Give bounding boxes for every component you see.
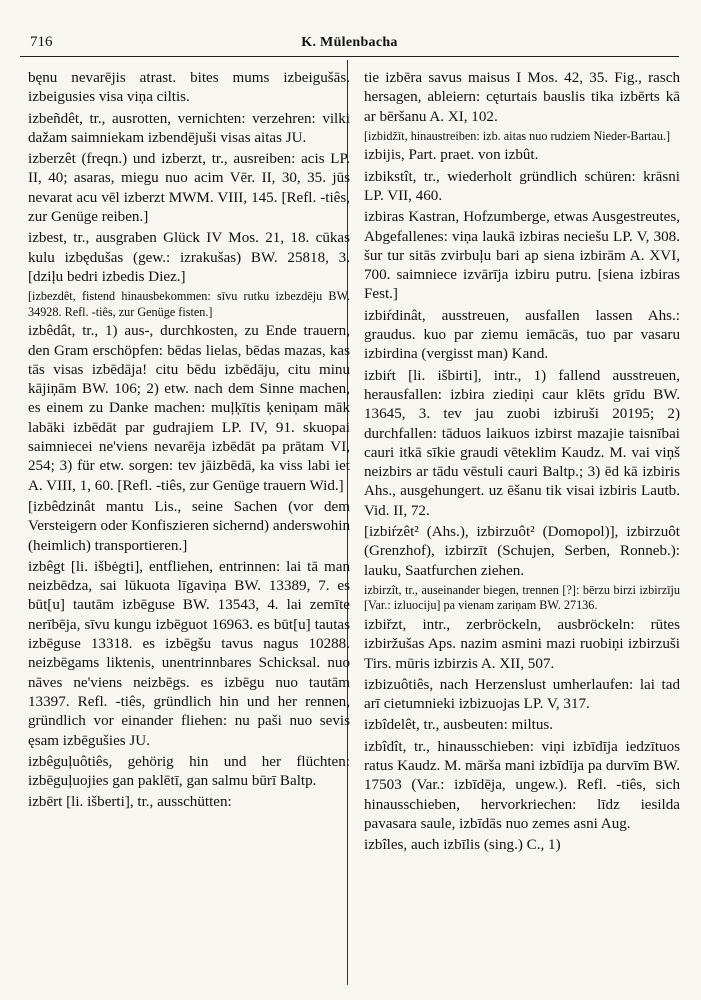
dictionary-entry: izbeñdêt, tr., ausrotten, vernichten: verzehren: vilki dažam saimniekam izbendējuši visas aitas JU. [28, 110, 350, 146]
dictionary-entry: izbiŕt [li. išbirti], intr., 1) fallend ausstreuen, herausfallen: izbira ziediņi caur klēts grīdu BW. 13645, 3. tev jau zuobi izbiruši 20195; 2) durchfallen: tāduos laikuos izbirst mazajie taisnībai cauri itkā sīkie graudi vēteklim Kaudz. M. vai viņš neizbirs ar tādu vēstuli cauri Baltp.; 3) ēd kā izbiris Ahs., ausgehungert. uz ēšanu tik visai izbiris Lautb. Vid. II, 72. [364, 367, 680, 519]
dictionary-entry: [izbiŕzêt² (Ahs.), izbirzuôt² (Domopol)], izbirzuôt (Grenzhof), izbirzīt (Schujen, Serben, Ronneb.): lauku, Saatfurchen ziehen. [364, 524, 680, 579]
dictionary-entry: izbîles, auch izbīlis (sing.) C., 1) [364, 837, 561, 854]
dictionary-entry: [izbêdzinât mantu Lis., seine Sachen (vor dem Versteigern oder Konfiszieren sichernd) anderswohin (heimlich) transportieren.] [28, 498, 350, 554]
dictionary-entry: tie izbēra savus maisus I Mos. 42, 35. Fig., rasch hersagen, ableiern: cęturtais bauslis tika izbērts kā ar bēršanu A. XI, 102. [364, 70, 680, 125]
dictionary-entry: izbêguļuôtiês, gehörig hin und her flüchten: izbēguļuojies gan paklētī, gan salmu būrī Baltp. [28, 753, 350, 790]
dictionary-entry: izbizuôtiês, nach Herzenslust umherlaufen: lai tad arī cietumnieki izbizuojas LP. V, 317. [364, 676, 680, 713]
page-number: 716 [30, 34, 53, 50]
dictionary-entry: izbiras Kastran, Hofzumberge, etwas Ausgestreutes, Abgefallenes: viņa laukā izbiras neciešu LP. V, 308. šur tur sitās zvirbuļu bari ap siena izbirām A. XVI, 700. saimniece izvārīja izbiru putru. [siena izbiras Fest.] [364, 209, 680, 303]
left-column [28, 69, 350, 815]
running-head: K. Mülenbacha [301, 35, 398, 50]
dictionary-entry: izbiřzt, intr., zerbröckeln, ausbröckeln: rūtes izbiržušas Aps. nazim asmini mazi ruobiņi izbirzuši Tirs. mūris izbirzis A. XII, 507. [364, 616, 680, 672]
dictionary-entry: izbikstît, tr., wiederholt gründlich schüren: krāsni LP. VII, 460. [364, 168, 680, 204]
dictionary-entry: izbirzît, tr., auseinander biegen, trennen [?]: bērzu birzi izbirzīju [Var.: izluociju] pa vienam zariņam BW. 27136. [364, 582, 680, 613]
dictionary-entry: izbîdelêt, tr., ausbeuten: miltus. [364, 717, 554, 734]
dictionary-entry: izbîdît, tr., hinausschieben: viņi izbīdīja iedzītuos ratus Kaudz. M. mārša mani izbīdīja pa durvīm BW. 17503 (Var.: izbīdēja, ungew.). Refl. -tiês, sich hinausschieben, hervorkriechen: līdz iesilda pavasara saule, izbīdās nuo zemes asni Aug. [364, 738, 680, 832]
dictionary-entry: izbêdât, tr., 1) aus-, durchkosten, zu Ende trauern, den Gram erschöpfen: bēdas lielas, bēdas mazas, kas tās visas izbēdāja! citu bēdu izbēdāju, citu minu kājiņām BW. 106; 2) etw. nach dem Sinne machen, es einem zu Danke machen: muļķītis ķeniņam māk labāki izbēdāt par gudrajiem LP. IV, 91. skuopai saimniecei ne'viens nevarēja izbēdāt pa prātam VI, 254; 3) für etw. sorgen: tev jāizbēdā, ka viss labi iet A. VIII, 1, 60. [Refl. -tiês, zur Genüge trauern Wid.] [28, 323, 350, 494]
dictionary-entry: izbiŕdinât, ausstreuen, ausfallen lassen Ahs.: graudus. kuo par ziemu iemācās, tuo par vasaru izbirdina (vergisst man) Kand. [364, 307, 680, 363]
dictionary-entry: izbest, tr., ausgraben Glück IV Mos. 21, 18. cūkas kulu izbędušas (gew.: izrakušas) BW. 25818, 3. [dziļu bedri izbedis Diez.] [28, 230, 350, 285]
right-column [364, 69, 680, 857]
dictionary-entry: izbērt [li. išberti], tr., ausschütten: [28, 794, 232, 811]
dictionary-entry: [izbidžīt, hinaustreiben: izb. aitas nuo rudziem Nieder-Bartau.] [364, 128, 671, 143]
dictionary-entry: izbêgt [li. išbėgti], entfliehen, entrinnen: lai tā man neizbēdza, sai lūkuota līgaviņa BW. 13389, 7. es būt[u] tautām izbēguse BW. 13543, 4. lai zemīte nerībēja, sīvu kungu izbēguot 16963. es būt[u] tautas izbēguse 13318. es izbēgšu tavus nagus 10288. neizbēgams liktenis, unentrinnbares Schicksal. nuo nāves ne'viens neizbēgs. es izbēgu nuo tautām 13397. Refl. -tiês, gründlich hin und her rennen, gründlich vor einander fliehen: nu paši nuo sevis ęsam izbēgušies JU. [28, 558, 350, 749]
dictionary-entry: izberzêt (freqn.) und izberzt, tr., ausreiben: acis LP. II, 40; asaras, miegu nuo acim Vēr. II, 30, 35. jūs nevarat acu vēl izberzt MWM. VIII, 145. [Refl. -tiês, zur Genüge reiben.] [28, 151, 350, 226]
dictionary-entry: [izbezdêt, fistend hinausbekommen: sīvu rutku izbezdēju BW. 34928. Refl. -tiês, zur Genüge fisten.] [28, 289, 350, 319]
page-header [20, 34, 679, 57]
dictionary-entry: izbijis, Part. praet. von izbût. [364, 147, 539, 164]
dictionary-entry: bęnu nevarējis atrast. bites mums izbeigušās. izbeigusies visa viņa ciltis. [28, 70, 350, 106]
